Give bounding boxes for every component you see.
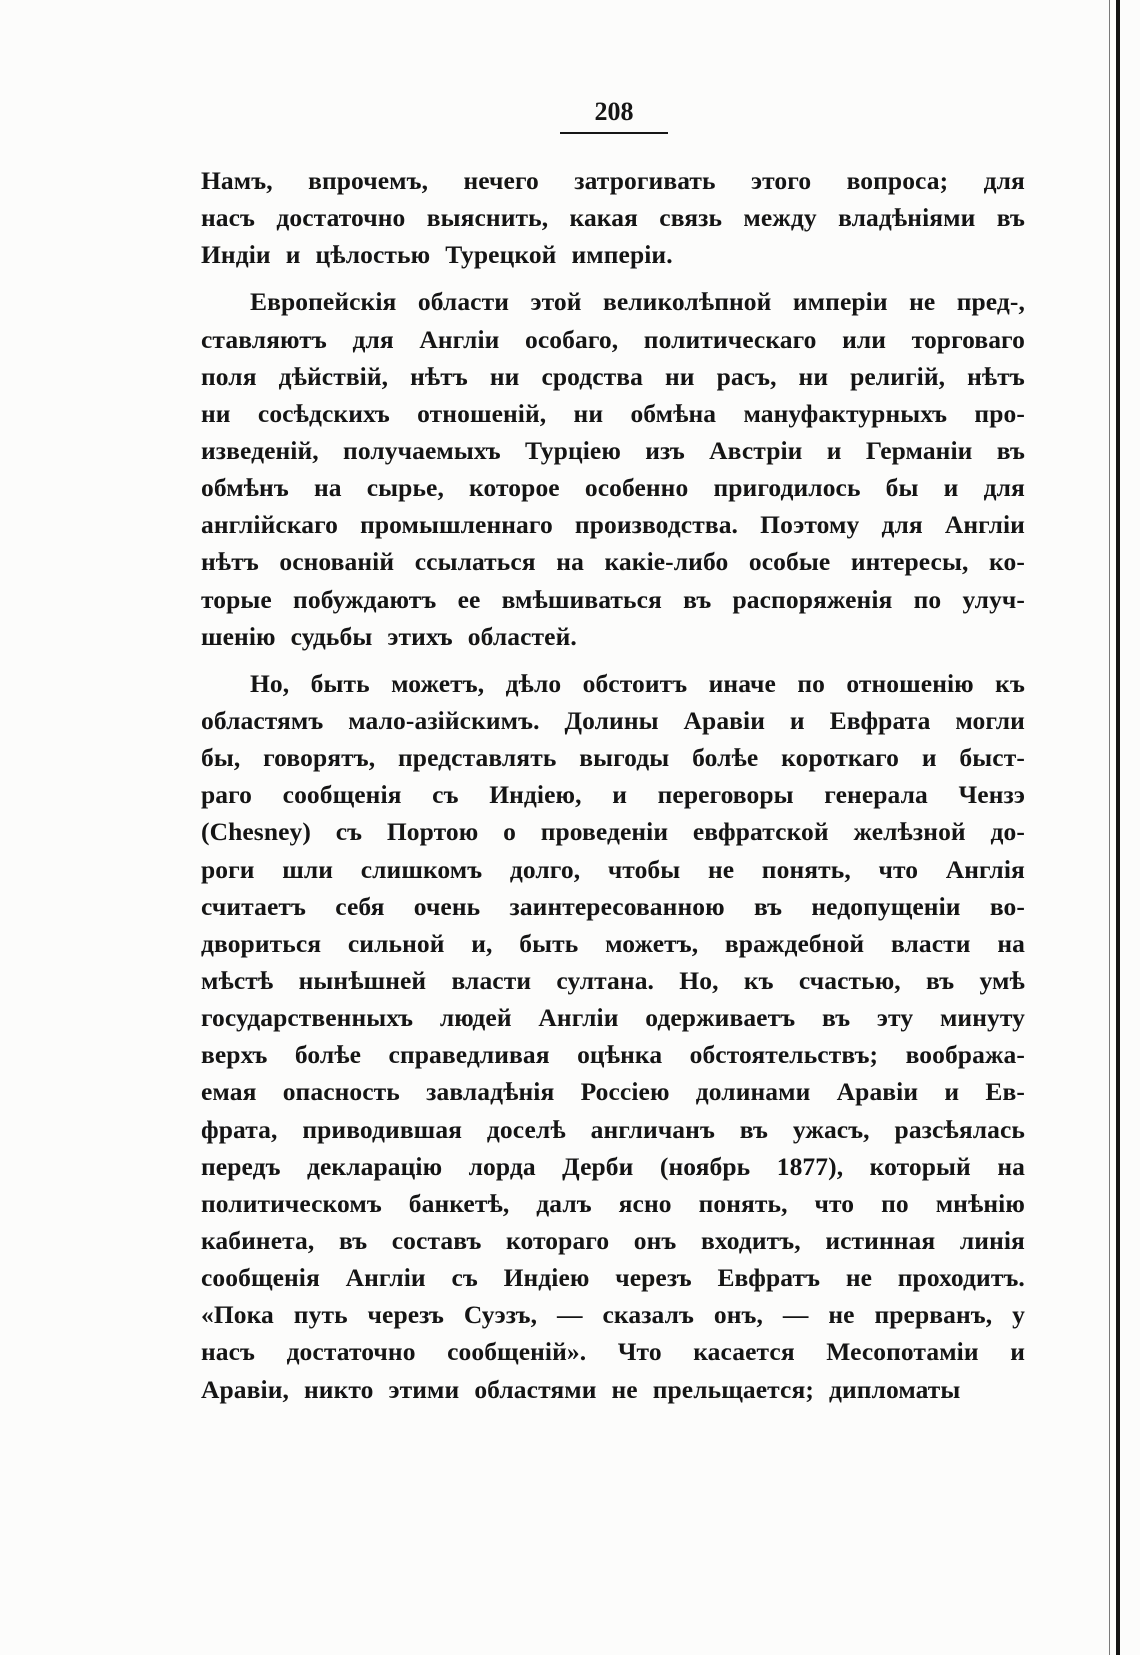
word: къ (743, 965, 774, 995)
text-line (201, 581, 1025, 618)
word: Индіею, (489, 780, 582, 810)
word: расъ, (716, 361, 777, 391)
word: этой (530, 287, 582, 317)
word: владѣніями (838, 203, 976, 233)
word: раго (201, 780, 253, 810)
word: Индіею (503, 1263, 590, 1293)
word: черезъ (367, 1300, 445, 1330)
word: ни (665, 361, 695, 391)
word: Евфратъ (717, 1263, 821, 1293)
word: для (881, 510, 923, 540)
word: не (828, 1300, 855, 1330)
word: долго, (509, 854, 581, 884)
word: и (612, 780, 627, 810)
scan-edge-line-thin (1109, 0, 1110, 1655)
word: у (1012, 1300, 1025, 1330)
word: — (782, 1300, 809, 1330)
word: — (557, 1300, 583, 1330)
word: проходитъ. (897, 1263, 1025, 1293)
word: на (997, 1151, 1025, 1181)
word: какая (569, 203, 638, 233)
word: Намъ, (201, 166, 273, 195)
word: съ (335, 817, 363, 847)
word: о (503, 817, 516, 847)
word: государственныхъ (201, 1003, 414, 1033)
word: областей. (467, 621, 577, 651)
word: на (313, 473, 342, 503)
word: и, (471, 928, 493, 958)
text-line (201, 851, 1025, 888)
word: фрата, (201, 1114, 278, 1144)
word: понять, (698, 1188, 788, 1218)
word: Долины (564, 705, 659, 735)
word: болѣе (294, 1040, 362, 1070)
word: къ (995, 668, 1025, 698)
word: поля (201, 361, 257, 391)
scan-edge-line (1116, 0, 1120, 1655)
word: представлять (398, 743, 557, 773)
word: и (826, 435, 842, 465)
word: власти (451, 965, 532, 995)
word: и (285, 240, 301, 270)
paragraph (201, 283, 1025, 654)
word: людей (439, 1003, 512, 1033)
text-line (201, 543, 1025, 580)
word: Англіи (345, 1263, 426, 1293)
word: сосѣдскихъ (257, 398, 390, 428)
text-line (201, 1073, 1025, 1110)
word: сообщенія (282, 780, 402, 810)
word: промышленнаго (360, 510, 553, 540)
paragraph-gap (201, 273, 1025, 283)
word: не (707, 854, 735, 884)
word: желѣзной (853, 817, 966, 847)
word: Евфрата (829, 705, 931, 735)
word: власти (890, 928, 971, 958)
word: про- (974, 398, 1025, 428)
page-number-rule (560, 132, 668, 134)
text-line (201, 469, 1025, 506)
text-line (201, 1371, 1025, 1408)
paragraph (201, 162, 1025, 273)
word: нѣтъ (410, 361, 468, 391)
word: ни (573, 398, 604, 428)
word: быст- (959, 743, 1025, 773)
text-line (201, 1185, 1025, 1222)
word: Австріи (709, 435, 803, 465)
text-line (201, 813, 1025, 850)
text-line (201, 199, 1025, 236)
word: сильной (347, 928, 445, 958)
word: особые (748, 547, 831, 577)
word: пред-, (956, 287, 1025, 317)
word: на (997, 928, 1025, 958)
word: въ (821, 1003, 851, 1033)
word: линія (959, 1225, 1025, 1255)
word: областями (474, 1374, 597, 1404)
word: ее (457, 584, 481, 614)
word: шли (282, 854, 334, 884)
word: приводившая (302, 1114, 463, 1144)
word: сообщеній». (447, 1337, 587, 1367)
word: ясно (618, 1188, 672, 1218)
word: торговаго (911, 324, 1025, 354)
text-line (201, 739, 1025, 776)
word: связь (659, 203, 723, 233)
text-line (201, 1036, 1025, 1073)
word: Ев- (985, 1077, 1025, 1107)
word: англійскаго (201, 510, 338, 540)
word: завладѣнія (426, 1077, 555, 1107)
word: или (842, 324, 887, 354)
word: Англіи (538, 1003, 619, 1033)
word: великолѣпной (602, 287, 772, 317)
word: Германіи (865, 435, 973, 465)
word: въ (739, 1114, 768, 1144)
word: эту (876, 1003, 914, 1033)
word: сырье, (366, 473, 444, 503)
text-line (201, 358, 1025, 395)
word: заинтересованною (509, 891, 725, 921)
word: выгоды (579, 743, 670, 773)
word: въ (338, 1225, 368, 1255)
text-line (201, 888, 1025, 925)
word: затрогивать (574, 166, 716, 195)
word: мнѣнію (935, 1188, 1025, 1218)
word: этихъ (387, 621, 453, 651)
word: для (983, 473, 1025, 503)
word: Суэзъ, (463, 1300, 538, 1330)
word: обстоятельствъ; (689, 1040, 879, 1070)
word: отношенію (846, 668, 974, 698)
word: Чензэ (958, 780, 1025, 810)
page-number: 208 (594, 97, 634, 126)
word: впрочемъ, (308, 166, 429, 195)
word: прерванъ, (874, 1300, 993, 1330)
word: и (921, 743, 937, 773)
word: во- (989, 891, 1025, 921)
word: съ (432, 780, 459, 810)
word: Но, (250, 668, 290, 698)
word: понять, (761, 854, 851, 884)
word: котораго (506, 1225, 610, 1255)
word: этого (751, 166, 812, 195)
word: (ноябрь (659, 1151, 751, 1181)
word: вообража- (905, 1040, 1025, 1070)
word: Англія (945, 854, 1025, 884)
word: очень (413, 891, 481, 921)
word: декларацію (307, 1151, 443, 1181)
text-line (201, 1222, 1025, 1259)
word: никто (303, 1374, 374, 1404)
text-line (201, 702, 1025, 739)
word: по (913, 584, 942, 614)
word: обмѣна (630, 398, 717, 428)
word: вмѣшиваться (501, 584, 662, 614)
text-line (201, 665, 1025, 702)
word: которое (469, 473, 560, 503)
word: изъ (645, 435, 685, 465)
text-line (201, 395, 1025, 432)
word: сродства (541, 361, 644, 391)
word: далъ (536, 1188, 592, 1218)
word: путь (293, 1300, 348, 1330)
text-line (201, 506, 1025, 543)
word: религій, (850, 361, 946, 391)
page-header (560, 92, 668, 134)
text-line (201, 236, 1025, 273)
word: банкетѣ, (408, 1188, 510, 1218)
word: и (789, 705, 805, 735)
text-line (201, 925, 1025, 962)
word: Дерби (562, 1151, 634, 1181)
word: Англіи (419, 324, 500, 354)
word: минуту (939, 1003, 1025, 1033)
body-text (201, 162, 1025, 1408)
word: не (845, 1263, 873, 1293)
word: мало-азійскимъ. (348, 705, 540, 735)
word: на (556, 547, 584, 577)
word: (Chesney) (201, 817, 311, 847)
word: достаточно (286, 1337, 416, 1367)
word: верхъ (201, 1040, 268, 1070)
word: кабинета, (201, 1225, 315, 1255)
word: онъ, (713, 1300, 763, 1330)
word: нечего (463, 166, 539, 195)
word: и (1010, 1337, 1025, 1367)
word: справедливая (388, 1040, 550, 1070)
word: по (797, 668, 825, 698)
word: иначе (708, 668, 776, 698)
text-line (201, 283, 1025, 320)
word: проведеніи (540, 817, 669, 847)
word: Англіи (944, 510, 1025, 540)
word: распоряженія (732, 584, 893, 614)
word: быть (310, 668, 370, 698)
text-line (201, 618, 1025, 655)
word: Турціею (524, 435, 621, 465)
word: изведеній, (201, 435, 319, 465)
word: основаній (279, 547, 395, 577)
word: генерала (824, 780, 928, 810)
word: роги (201, 854, 255, 884)
word: Европейскія (250, 287, 397, 317)
word: умѣ (979, 965, 1025, 995)
word: областямъ (201, 705, 324, 735)
word: въ (996, 435, 1025, 465)
text-line (201, 432, 1025, 469)
word: области (417, 287, 510, 317)
word: ни (489, 361, 520, 391)
text-line (201, 1148, 1025, 1185)
word: истинная (825, 1225, 936, 1255)
text-line (201, 321, 1025, 358)
word: болѣе (692, 743, 759, 773)
word: могли (955, 705, 1025, 735)
word: «Пока (201, 1300, 274, 1330)
word: нѣтъ (967, 361, 1025, 391)
word: Аравіи (836, 1077, 919, 1107)
word: разсѣялась (894, 1114, 1025, 1144)
text-line (201, 999, 1025, 1036)
word: 1877), (776, 1151, 844, 1181)
word: что (878, 854, 919, 884)
word: улуч- (962, 584, 1025, 614)
word: Аравіи (683, 705, 766, 735)
text-line (201, 962, 1025, 999)
word: цѣлостью (315, 240, 431, 270)
word: ссылаться (414, 547, 536, 577)
word: короткаго (781, 743, 900, 773)
word: долинами (695, 1077, 811, 1107)
word: не (611, 1374, 638, 1404)
text-line (201, 1259, 1025, 1296)
word: дипломаты (828, 1374, 961, 1404)
word: Но, (679, 965, 719, 995)
word: дѣло (505, 668, 562, 698)
word: особенно (584, 473, 689, 503)
word: выяснить, (426, 203, 549, 233)
word: сказалъ (602, 1300, 694, 1330)
word: производства. (574, 510, 739, 540)
text-line (201, 162, 1025, 199)
word: себя (335, 891, 385, 921)
word: ни (798, 361, 829, 391)
word: опасность (282, 1077, 400, 1107)
word: обстоитъ (582, 668, 688, 698)
word: въ (926, 965, 955, 995)
word: имперіи. (571, 240, 673, 270)
word: счастью, (798, 965, 901, 995)
text-line (201, 1296, 1025, 1333)
word: ужасъ, (792, 1114, 870, 1144)
word: шенію (201, 621, 276, 651)
word: доселѣ (486, 1114, 566, 1144)
word: одерживаетъ (645, 1003, 796, 1033)
word: нѣтъ (201, 547, 259, 577)
word: въ (683, 584, 712, 614)
word: что (814, 1188, 855, 1218)
word: до- (990, 817, 1025, 847)
word: онъ (633, 1225, 677, 1255)
word: ни (201, 398, 231, 428)
word: англичанъ (590, 1114, 715, 1144)
paragraph-gap (201, 655, 1025, 665)
word: и (944, 1077, 960, 1107)
word: говорятъ, (263, 743, 376, 773)
word: враждебной (724, 928, 865, 958)
word: въ (996, 203, 1025, 233)
word: слишкомъ (360, 854, 483, 884)
word: двориться (201, 928, 322, 958)
word: входитъ, (700, 1225, 801, 1255)
word: не (909, 287, 936, 317)
text-line (201, 1333, 1025, 1370)
word: для (352, 324, 394, 354)
word: лорда (468, 1151, 536, 1181)
word: Турецкой (445, 240, 557, 270)
word: получаемыхъ (343, 435, 501, 465)
word: составъ (391, 1225, 482, 1255)
word: для (983, 166, 1025, 195)
word: политическомъ (201, 1188, 382, 1218)
word: чтобы (607, 854, 681, 884)
word: интересы, (850, 547, 969, 577)
word: который (869, 1151, 971, 1181)
word: пригодилось (713, 473, 861, 503)
word: между (743, 203, 817, 233)
word: нынѣшней (298, 965, 427, 995)
word: особаго, (525, 324, 619, 354)
word: по (881, 1188, 909, 1218)
word: Месопотаміи (826, 1337, 979, 1367)
word: емая (201, 1077, 257, 1107)
word: султана. (556, 965, 655, 995)
word: Россіею (580, 1077, 670, 1107)
word: дѣйствій, (278, 361, 389, 391)
word: Индіи (201, 240, 271, 270)
word: Аравіи, (201, 1374, 289, 1404)
word: прельщается; (652, 1374, 814, 1404)
word: бы, (201, 743, 241, 773)
word: бы (885, 473, 919, 503)
word: недопущеніи (811, 891, 961, 921)
word: Что (617, 1337, 662, 1367)
word: съ (451, 1263, 478, 1293)
word: Портою (386, 817, 479, 847)
word: черезъ (615, 1263, 692, 1293)
text-line (201, 776, 1025, 813)
word: насъ (201, 203, 256, 233)
word: ставляютъ (201, 324, 327, 354)
word: передъ (201, 1151, 281, 1181)
word: можетъ, (605, 928, 699, 958)
word: Поэтому (760, 510, 860, 540)
word: можетъ, (391, 668, 485, 698)
word: отношеній, (417, 398, 547, 428)
text-line (201, 1111, 1025, 1148)
word: считаетъ (201, 891, 306, 921)
word: обмѣнъ (201, 473, 289, 503)
word: переговоры (657, 780, 794, 810)
word: евфратской (692, 817, 829, 847)
word: оцѣнка (577, 1040, 663, 1070)
word: насъ (201, 1337, 256, 1367)
word: этими (388, 1374, 460, 1404)
word: ко- (989, 547, 1025, 577)
word: быть (519, 928, 579, 958)
paragraph (201, 665, 1025, 1408)
word: мѣстѣ (201, 965, 274, 995)
word: касается (693, 1337, 795, 1367)
word: какіе-либо (604, 547, 729, 577)
word: и (943, 473, 959, 503)
word: вопроса; (846, 166, 949, 195)
word: достаточно (276, 203, 406, 233)
word: сообщенія (201, 1263, 320, 1293)
word: мануфактурныхъ (743, 398, 948, 428)
word: политическаго (643, 324, 817, 354)
word: судьбы (290, 621, 373, 651)
word: торые (201, 584, 272, 614)
word: побуждаютъ (293, 584, 437, 614)
word: имперіи (792, 287, 888, 317)
word: въ (753, 891, 783, 921)
